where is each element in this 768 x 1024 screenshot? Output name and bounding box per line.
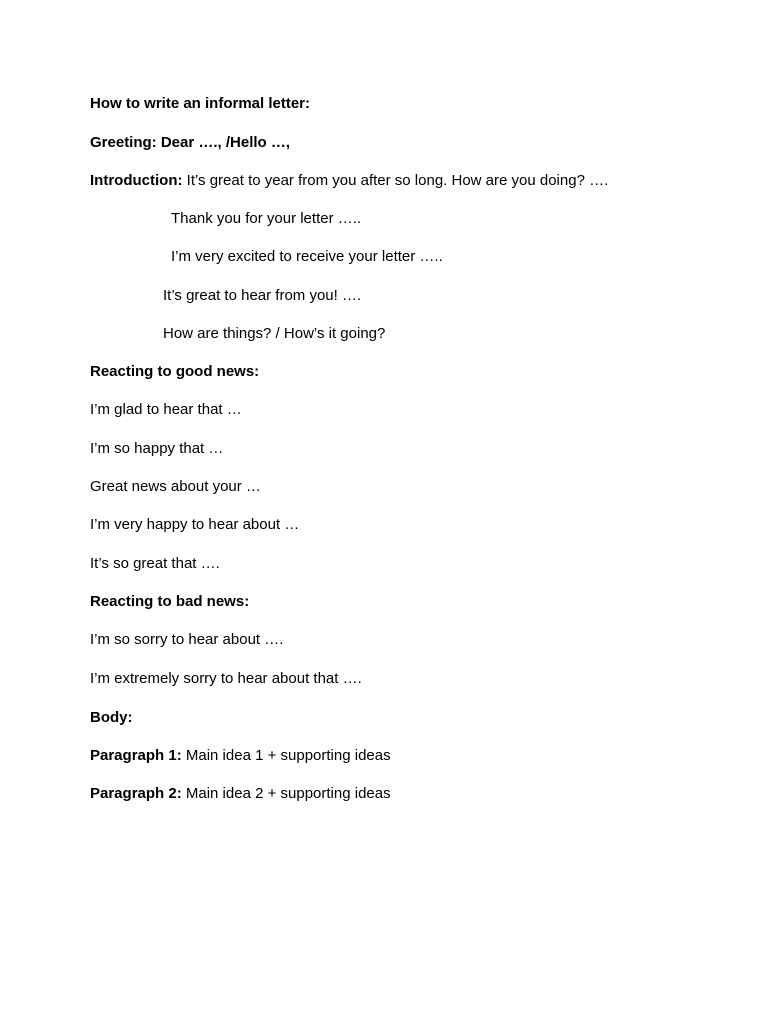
paragraph-label: Paragraph 2: [90,785,182,802]
paragraph-text: Main idea 1 + supporting ideas [181,747,391,764]
paragraph-label: Paragraph 1: [90,747,182,764]
intro-phrase: Thank you for your letter ….. [171,210,362,227]
document-title: How to write an informal letter: [90,95,311,112]
paragraph-1-line [90,746,391,766]
introduction-label: Introduction: [90,172,183,189]
bad-news-phrase: I’m so sorry to hear about …. [90,631,284,648]
introduction-line [90,171,608,191]
bad-news-heading: Reacting to bad news: [90,593,250,610]
good-news-phrase: I’m glad to hear that … [90,401,242,418]
good-news-heading: Reacting to good news: [90,363,260,380]
good-news-phrase: I’m very happy to hear about … [90,516,300,533]
good-news-phrase: Great news about your … [90,478,261,495]
paragraph-2-line [90,784,391,804]
intro-phrase: How are things? / How’s it going? [163,325,386,342]
bad-news-phrase: I’m extremely sorry to hear about that …. [90,670,362,687]
paragraph-text: Main idea 2 + supporting ideas [181,785,391,802]
intro-phrase: It’s great to hear from you! …. [163,287,362,304]
good-news-phrase: It’s so great that …. [90,555,220,572]
introduction-text: It’s great to year from you after so long. How are you doing? …. [182,172,609,189]
good-news-phrase: I’m so happy that … [90,440,224,457]
body-heading: Body: [90,709,133,726]
greeting-line: Greeting: Dear …., /Hello …, [90,134,291,151]
intro-phrase: I’m very excited to receive your letter ….. [171,248,443,265]
